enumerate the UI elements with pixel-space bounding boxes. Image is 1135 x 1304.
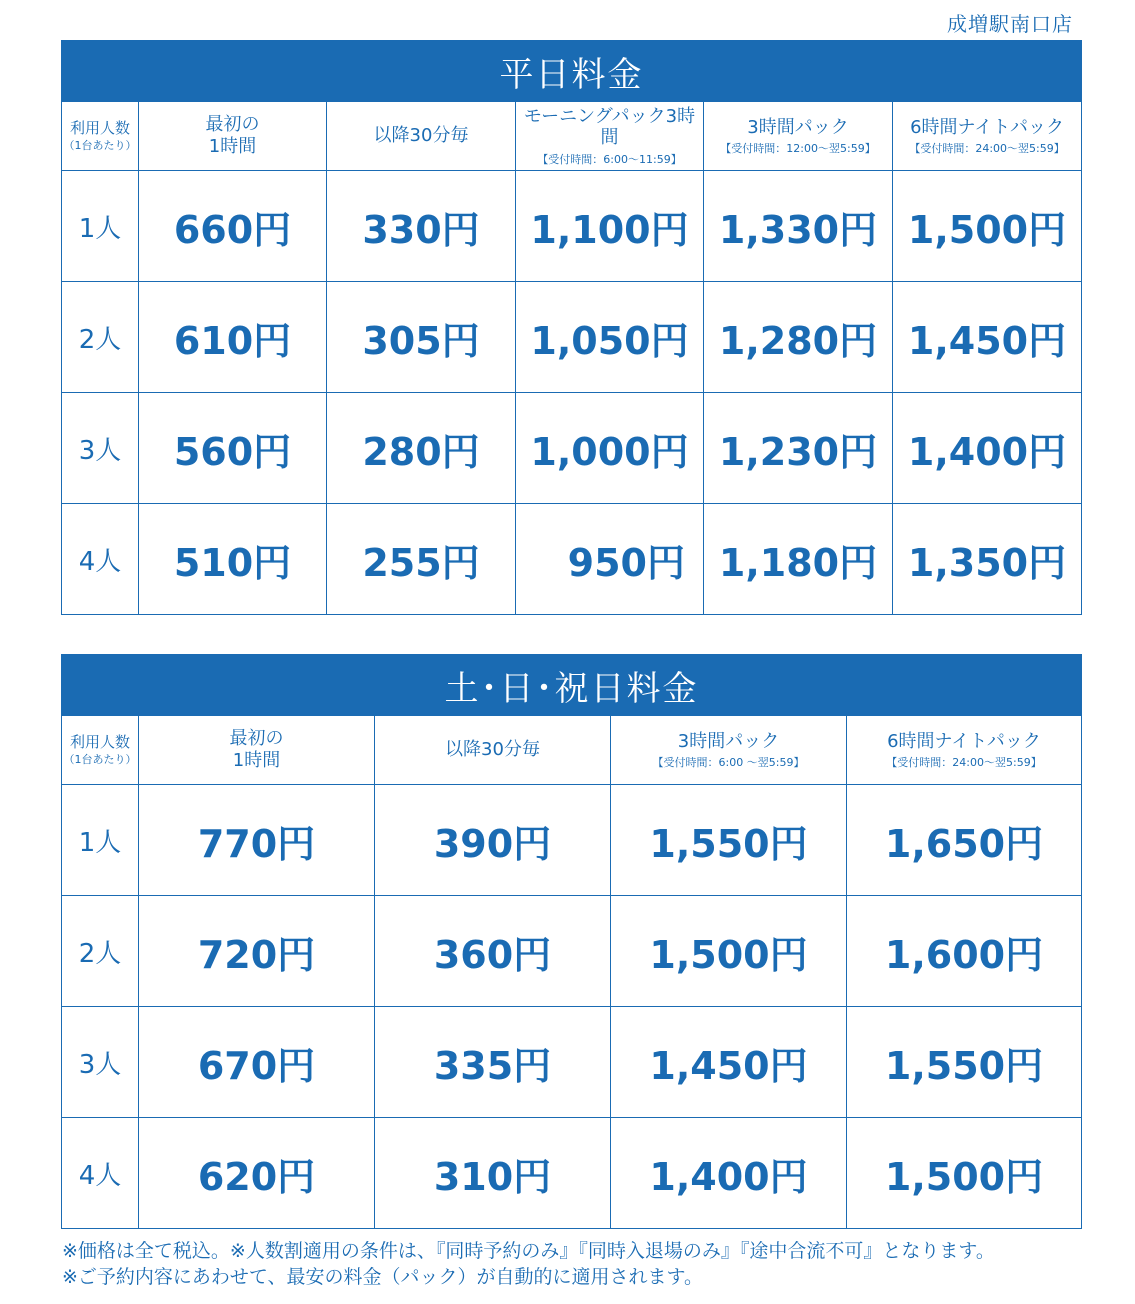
header-people (62, 716, 139, 785)
holiday-header-row (62, 716, 1082, 785)
header-sub: 【受付時間：6:00～11:59】 (537, 153, 682, 166)
header-col-3 (704, 102, 893, 171)
header-sub: 【受付時間：24:00～翌5:59】 (886, 756, 1042, 770)
table-row (62, 282, 1082, 393)
price-cell: 335円 (375, 1007, 611, 1118)
table-row (62, 393, 1082, 504)
header-col-0 (139, 716, 375, 785)
price-cell: 1,450円 (893, 282, 1082, 393)
header-col-1 (327, 102, 516, 171)
footnotes (62, 1238, 995, 1290)
price-cell: 670円 (139, 1007, 375, 1118)
people-count: 2人 (62, 896, 139, 1007)
table-row (62, 785, 1082, 896)
price-cell: 1,100円 (516, 171, 704, 282)
price-cell: 510円 (139, 504, 327, 615)
price-cell: 1,450円 (611, 1007, 847, 1118)
price-cell: 390円 (375, 785, 611, 896)
header-people-sub: （1台あたり） (63, 753, 137, 767)
footnote: ※価格は全て税込。※人数割適用の条件は、『同時予約のみ』『同時入退場のみ』『途中合流不可』となります。 (62, 1240, 995, 1262)
price-cell: 1,600円 (847, 896, 1082, 1007)
price-cell: 1,400円 (893, 393, 1082, 504)
footnote: ※ご予約内容にあわせて、最安の料金（パック）が自動的に適用されます。 (62, 1266, 704, 1288)
price-cell: 1,180円 (704, 504, 893, 615)
price-cell: 610円 (139, 282, 327, 393)
price-cell: 1,500円 (611, 896, 847, 1007)
price-cell: 720円 (139, 896, 375, 1007)
people-count: 4人 (62, 1118, 139, 1229)
header-label: 以降30分毎 (445, 739, 540, 761)
people-count: 2人 (62, 282, 139, 393)
header-label: 3時間パック (747, 116, 849, 138)
header-col-3 (847, 716, 1082, 785)
header-col-2 (611, 716, 847, 785)
price-cell: 1,500円 (847, 1118, 1082, 1229)
header-label: 3時間パック (677, 730, 780, 752)
table-row (62, 504, 1082, 615)
weekday-title: 平日料金 (62, 41, 1082, 102)
header-sub: 【受付時間：12:00～翌5:59】 (720, 142, 876, 156)
header-col-1 (375, 716, 611, 785)
header-label: 6時間ナイトパック (887, 730, 1041, 752)
price-cell: 305円 (327, 282, 516, 393)
header-sub: 【受付時間：24:00～翌5:59】 (909, 142, 1065, 156)
header-label: モーニングパック3時間 (523, 105, 696, 149)
header-people (62, 102, 139, 171)
price-cell: 360円 (375, 896, 611, 1007)
price-cell: 310円 (375, 1118, 611, 1229)
weekday-header-row (62, 102, 1082, 171)
people-count: 1人 (62, 171, 139, 282)
price-cell: 1,230円 (704, 393, 893, 504)
people-count: 3人 (62, 393, 139, 504)
holiday-title: 土･日･祝日料金 (62, 655, 1082, 716)
price-cell: 330円 (327, 171, 516, 282)
header-col-0 (139, 102, 327, 171)
header-people-label: 利用人数 (69, 118, 130, 137)
price-cell: 660円 (139, 171, 327, 282)
header-label: 最初の 1時間 (229, 728, 284, 771)
header-sub: 【受付時間：6:00 ～翌5:59】 (652, 756, 805, 770)
table-row (62, 1007, 1082, 1118)
price-cell: 1,400円 (611, 1118, 847, 1229)
price-cell: 1,050円 (516, 282, 704, 393)
price-cell: 280円 (327, 393, 516, 504)
table-row (62, 1118, 1082, 1229)
header-label: 6時間ナイトパック (910, 116, 1064, 138)
table-row (62, 896, 1082, 1007)
header-people-sub: （1台あたり） (63, 139, 137, 153)
people-count: 4人 (62, 504, 139, 615)
price-cell: 1,330円 (704, 171, 893, 282)
price-cell: 560円 (139, 393, 327, 504)
price-cell: 255円 (327, 504, 516, 615)
price-cell: 1,280円 (704, 282, 893, 393)
price-cell: 1,000円 (516, 393, 704, 504)
header-col-2 (516, 102, 704, 171)
price-cell: 1,650円 (847, 785, 1082, 896)
price-cell: 1,500円 (893, 171, 1082, 282)
header-people-label: 利用人数 (69, 732, 130, 751)
price-cell: 1,550円 (847, 1007, 1082, 1118)
price-cell: 1,350円 (893, 504, 1082, 615)
price-cell: 950円 (516, 504, 704, 615)
header-label: 以降30分毎 (373, 125, 469, 147)
table-row (62, 171, 1082, 282)
price-cell: 620円 (139, 1118, 375, 1229)
price-cell: 770円 (139, 785, 375, 896)
people-count: 3人 (62, 1007, 139, 1118)
price-cell: 1,550円 (611, 785, 847, 896)
people-count: 1人 (62, 785, 139, 896)
store-name: 成増駅南口店 (947, 12, 1073, 36)
holiday-price-table (61, 654, 1082, 1229)
header-label: 最初の 1時間 (205, 114, 260, 157)
header-col-4 (893, 102, 1082, 171)
weekday-price-table (61, 40, 1082, 615)
